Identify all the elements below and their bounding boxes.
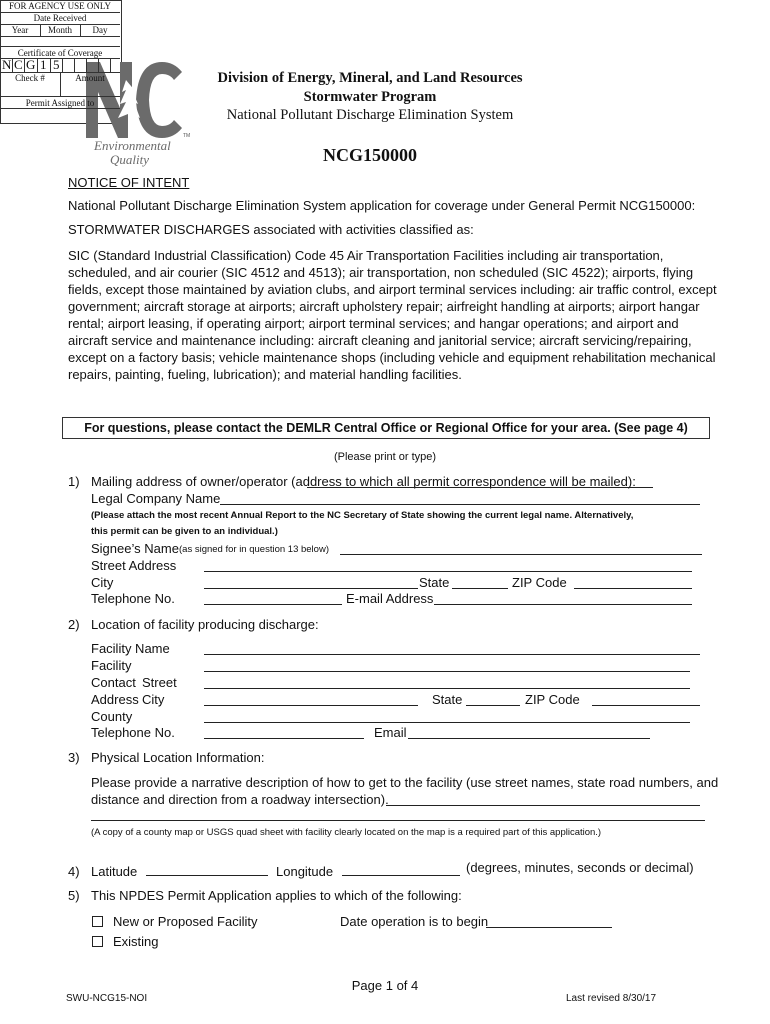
form-id: SWU-NCG15-NOI — [66, 993, 148, 1004]
q1-title: Mailing address of owner/operator (address to which all permit correspondence will be mailed): — [91, 474, 636, 489]
q1-state-label: State — [419, 575, 450, 590]
directions-field-line1[interactable] — [386, 791, 700, 806]
sic-paragraph-line: repairs, painting, fueling, lubrication); and material handling facilities. — [68, 367, 462, 382]
date-received-label: Date Received — [33, 13, 87, 23]
q2-city-field[interactable] — [204, 691, 418, 706]
q3-desc-line1: Please provide a narrative description of how to get to the facility (use street names, state road numbers, and — [91, 775, 719, 790]
sic-paragraph-line: SIC (Standard Industrial Classification) Code 45 Air Transportation Facilities including air transportation, — [68, 248, 664, 263]
q1-city-label: City — [91, 575, 114, 590]
facility-name-field[interactable] — [204, 640, 700, 655]
facility-contact-field[interactable] — [204, 657, 690, 672]
q2-address-label: Address — [91, 692, 139, 707]
q1-number: 1) — [68, 474, 80, 489]
trademark-mark: TM — [183, 133, 191, 139]
q1-email-field[interactable] — [434, 590, 692, 605]
latitude-label: Latitude — [91, 864, 138, 879]
sic-paragraph-line: scheduled, and air courier (SIC 4512 and 4513); air transportation, non scheduled (SIC 4522); airports, flying — [68, 265, 694, 280]
sic-paragraph-line: aircraft service and maintenance including: aircraft cleaning and janitorial service; aircraft servicing/repairing, — [68, 333, 692, 348]
sic-paragraph-line: fields, except those maintained by aviation clubs, and airport terminal services including: air traffic control, except — [68, 282, 717, 297]
facility-contact-label-1: Facility — [91, 658, 132, 673]
coc-label: Certificate of Coverage — [17, 48, 103, 58]
new-facility-label: New or Proposed Facility — [113, 914, 258, 929]
sic-paragraph-line: rental; airport leasing, if operating airport; airport terminal services; and hangar operations; and airport and — [68, 316, 679, 331]
q1-street-field[interactable] — [204, 557, 692, 572]
q2-zip-field[interactable] — [592, 691, 700, 706]
sic-paragraph-line: government; aircraft storage at airports; aircraft upholstery repair; airfreight handling at airports; airport hangar — [68, 299, 700, 314]
latitude-field[interactable] — [146, 861, 268, 876]
q1-city-field[interactable] — [204, 574, 418, 589]
q2-phone-field[interactable] — [204, 724, 364, 739]
q2-state-field[interactable] — [466, 691, 520, 706]
county-field[interactable] — [204, 708, 690, 723]
page-number: Page 1 of 4 — [351, 978, 419, 993]
signee-name-label: Signee’s Name — [91, 541, 179, 556]
longitude-label: Longitude — [276, 864, 334, 879]
system-title: National Pollutant Discharge Elimination System — [226, 107, 514, 123]
q2-city-label: City — [142, 692, 165, 707]
existing-checkbox[interactable] — [92, 936, 103, 947]
map-note: (A copy of a county map or USGS quad sheet with facility clearly located on the map is a required part of this application.) — [91, 827, 602, 838]
stormwater-line: STORMWATER DISCHARGES associated with activities classified as: — [68, 222, 474, 237]
contact-notice-box — [62, 417, 710, 439]
q5-title: This NPDES Permit Application applies to which of the following: — [91, 888, 462, 903]
day-label: Day — [92, 25, 108, 35]
month-label: Month — [47, 25, 72, 35]
agency-use-box — [0, 0, 122, 124]
new-facility-checkbox[interactable] — [92, 916, 103, 927]
division-title: Division of Energy, Mineral, and Land Resources — [217, 70, 523, 86]
legal-company-name-label: Legal Company Name — [91, 491, 221, 506]
permit-number: NCG150000 — [323, 145, 417, 165]
amount-label: Amount — [75, 73, 105, 83]
coc-char: G — [26, 57, 36, 72]
application-line: National Pollutant Discharge Elimination System application for coverage under General Permit NCG150000: — [68, 198, 696, 213]
permit-assigned-label: Permit Assigned to — [25, 98, 95, 108]
q2-zip-label: ZIP Code — [525, 692, 580, 707]
q1-state-field[interactable] — [452, 574, 508, 589]
check-number-label: Check # — [15, 73, 45, 83]
contact-notice-text: For questions, please contact the DEMLR Central Office or Regional Office for your area. (See page 4) — [84, 421, 688, 435]
notice-of-intent-heading: NOTICE OF INTENT — [68, 175, 190, 190]
q3-number: 3) — [68, 750, 80, 765]
directions-field-line2[interactable] — [91, 806, 705, 821]
q2-phone-label: Telephone No. — [91, 725, 175, 740]
facility-contact-label-2: Contact — [91, 675, 136, 690]
coordinate-units-note: (degrees, minutes, seconds or decimal) — [466, 860, 694, 875]
q2-street-label: Street — [142, 675, 177, 690]
logo-tag-quality: Quality — [110, 152, 149, 167]
coc-char: 5 — [53, 57, 60, 72]
date-begin-label: Date operation is to begin — [340, 914, 489, 929]
attach-note-line2: this permit can be given to an individual.) — [91, 526, 278, 537]
q4-number: 4) — [68, 864, 80, 879]
longitude-field[interactable] — [342, 861, 460, 876]
coc-char: N — [2, 57, 12, 72]
q3-title: Physical Location Information: — [91, 750, 265, 765]
program-title: Stormwater Program — [303, 89, 437, 105]
q1-zip-field[interactable] — [574, 574, 692, 589]
last-revised: Last revised 8/30/17 — [566, 993, 657, 1004]
date-begin-field[interactable] — [486, 913, 612, 928]
print-note: (Please print or type) — [333, 451, 437, 463]
agency-title: FOR AGENCY USE ONLY — [8, 1, 112, 11]
sic-paragraph-line: except on a factory basis; vehicle maintenance shops (including vehicle and equipment rehabilitation mechanical — [68, 350, 716, 365]
county-label: County — [91, 709, 133, 724]
signee-name-field[interactable] — [340, 540, 702, 555]
q2-number: 2) — [68, 617, 80, 632]
signee-name-note: (as signed for in question 13 below) — [179, 544, 329, 555]
q2-title: Location of facility producing discharge: — [91, 617, 319, 632]
attach-note-line1: (Please attach the most recent Annual Report to the NC Secretary of State showing the current legal name. Alternatively, — [91, 510, 634, 521]
existing-label: Existing — [113, 934, 159, 949]
q1-phone-field[interactable] — [204, 590, 342, 605]
q1-phone-label: Telephone No. — [91, 591, 175, 606]
q1-email-label: E-mail Address — [346, 591, 434, 606]
q1-street-label: Street Address — [91, 558, 177, 573]
q2-street-field[interactable] — [204, 674, 690, 689]
year-label: Year — [11, 25, 29, 35]
q2-email-field[interactable] — [408, 724, 650, 739]
q2-state-label: State — [432, 692, 463, 707]
q1-zip-label: ZIP Code — [512, 575, 567, 590]
legal-company-name-field[interactable] — [220, 490, 700, 505]
facility-name-label: Facility Name — [91, 641, 170, 656]
coc-char: C — [14, 57, 23, 72]
q3-desc-line2: distance and direction from a roadway intersection). — [91, 792, 389, 807]
logo-tag-environmental: Environmental — [94, 138, 171, 153]
q2-email-label: Email — [374, 725, 407, 740]
q5-number: 5) — [68, 888, 80, 903]
coc-char: 1 — [40, 57, 47, 72]
